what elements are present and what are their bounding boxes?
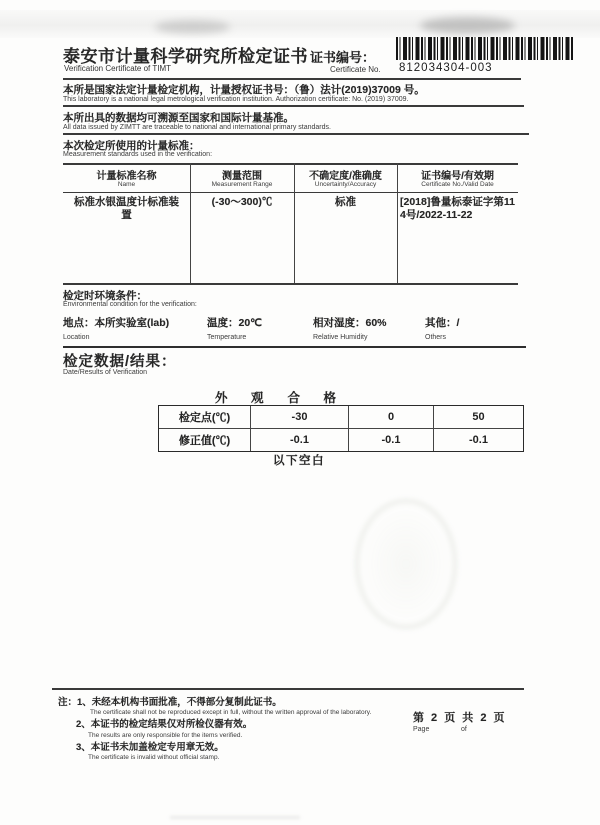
cert-no-label-en: Certificate No. [330,65,381,74]
env-others-value: / [456,317,460,329]
scan-smudge [155,20,230,34]
faint-stamp-ghost [354,498,458,630]
standards-col-range-zh: 测量范围 [222,171,262,182]
standard-measurement-range: (-30～300)℃ [211,196,273,208]
env-location-label: 地点： [63,317,95,329]
cert-no-value: 812034304-003 [399,62,493,74]
standards-col-uncertainty-en: Uncertainty/Accuracy [314,181,377,188]
env-location [63,315,169,330]
results-row2-label: 修正值(℃) [159,429,251,452]
results-correction-2: -0.1 [349,429,434,452]
notes-label: 注： [58,697,78,708]
appearance-label: 外 观 [215,391,274,405]
standards-col-name-en: Name [117,181,136,188]
document-title: 泰安市计量科学研究所检定证书 [63,47,308,66]
scan-smudge [420,17,515,34]
env-temperature-en: Temperature [207,334,247,341]
appearance-value: 合 格 [287,391,346,405]
results-row1-label: 检定点(℃) [159,406,251,429]
divider [63,133,529,135]
standards-col-name-zh: 计量标准名称 [96,171,157,182]
results-point-1: -30 [251,406,349,429]
standards-heading-zh: 本次检定所使用的计量标准： [63,140,200,152]
divider [63,346,526,348]
scan-artifact [170,816,300,819]
standards-heading-en: Measurement standards used in the verification: [63,151,213,158]
note-2-zh: 2、本证书的检定结果仅对所检仪器有效。 [76,719,253,731]
standards-table-header-border [63,192,518,193]
note-1-en: The certificate shall not be reproduced except in full, without the written approval of the laboratory. [90,709,372,717]
barcode [396,37,573,60]
page-info: 第 2 页 共 2 页 [413,712,507,724]
env-humidity-label: 相对湿度： [313,317,366,329]
env-humidity-value: 60% [365,317,387,329]
divider [63,105,524,107]
of-label: of [461,726,467,733]
statement-authorization-en: This laboratory is a national legal metrological verification institution. Authorization certificate: No. (2019) 37009. [63,96,409,103]
standard-device-name: 标准水银温度计标准装置 [74,196,179,222]
env-humidity-en: Relative Humidity [313,334,368,341]
results-point-3: 50 [434,406,523,429]
env-others [425,315,459,330]
divider [63,78,521,80]
note-1-zh: 1、未经本机构书面批准，不得部分复制此证书。 [77,697,282,708]
env-temperature [207,315,262,330]
statement-traceability-zh: 本所出具的数据均可溯源至国家和国际计量基准。 [63,112,294,124]
environment-heading-zh: 检定时环境条件： [63,290,147,302]
cert-no-label: 证书编号： [310,50,376,65]
env-temperature-label: 温度： [207,317,239,329]
note-3-zh: 3、本证书未加盖检定专用章无效。 [76,741,224,753]
results-heading-en: Date/Results of Verification [63,369,148,376]
env-location-en: Location [63,334,90,341]
results-correction-1: -0.1 [251,429,349,452]
env-others-label: 其他： [425,317,457,329]
note-3-en: The certificate is invalid without official stamp. [88,753,220,761]
note-2-en: The results are only responsible for the items verified. [88,731,243,739]
env-temperature-value: 20℃ [238,317,262,329]
standards-col-range-en: Measurement Range [211,181,273,188]
standards-table-top-border [63,163,518,165]
results-correction-3: -0.1 [469,433,488,446]
results-heading-zh: 检定数据/结果： [63,354,177,370]
document-subtitle: Verification Certificate of TIMT [64,64,171,73]
standards-col-certificate-en: Certificate No./Valid Date [421,181,494,188]
standard-uncertainty: 标准 [335,196,356,208]
blank-below-note: 以下空白 [273,455,325,467]
standards-table-bottom-border [63,283,518,285]
env-humidity [313,315,387,330]
env-others-en: Others [425,334,447,341]
page-label: Page [413,726,430,733]
environment-heading-en: Environmental condition for the verification: [63,301,197,308]
standards-col-certificate-zh: 证书编号/有效期 [421,171,494,182]
results-table [158,405,524,452]
standard-certificate-no: [2018]鲁量标泰证字第114号/2022-11-22 [400,196,515,222]
results-point-2: 0 [349,406,434,429]
env-location-value: 本所实验室(lab) [94,317,170,329]
footer-notes [58,697,418,764]
standards-col-uncertainty-zh: 不确定度/准确度 [309,171,382,182]
footer-divider [52,688,524,690]
statement-authorization-zh: 本所是国家法定计量检定机构，计量授权证书号：（鲁）法计(2019)37009 号。 [63,84,425,96]
statement-traceability-en: All data issued by ZIMTT are traceable to national and international primary standards. [63,124,331,131]
appearance-result [215,388,346,406]
